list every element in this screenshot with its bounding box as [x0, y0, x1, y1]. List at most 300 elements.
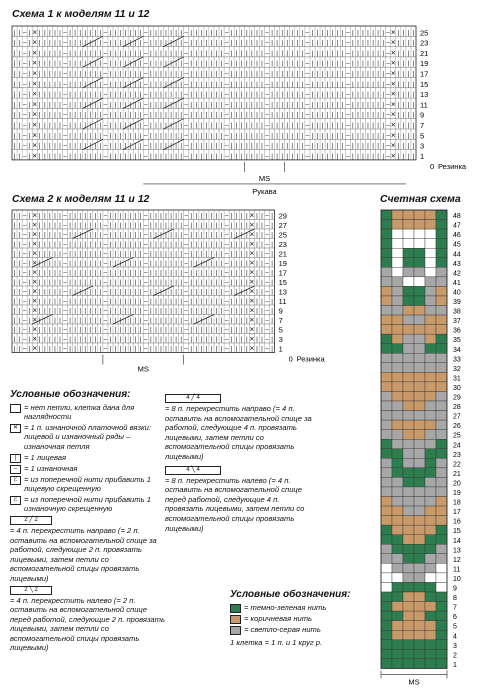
color-cell: [425, 573, 436, 583]
stitch-symbol: |: [89, 326, 92, 334]
stitch-symbol: |: [134, 132, 137, 140]
stitch-symbol: |: [170, 336, 172, 343]
stitch-symbol: |: [74, 122, 76, 129]
stitch-symbol: |: [129, 317, 132, 324]
stitch-symbol: |: [139, 70, 142, 78]
stitch-symbol: |: [205, 269, 208, 277]
stitch-symbol: |: [367, 39, 369, 47]
color-cell: [425, 554, 436, 564]
color-cell: [403, 535, 414, 545]
stitch-symbol: |: [99, 241, 102, 248]
stitch-symbol: |: [200, 307, 203, 315]
stitch-symbol: |: [357, 91, 359, 99]
color-cell: [403, 267, 414, 277]
stitch-symbol: |: [155, 231, 157, 239]
stitch-symbol: |: [84, 111, 87, 119]
stitch-symbol: |: [301, 80, 304, 88]
stitch-symbol: |: [38, 326, 41, 334]
stitch-symbol: |: [38, 101, 41, 109]
stitch-symbol: |: [114, 336, 117, 343]
stitch-symbol: –: [22, 39, 27, 47]
stitch-symbol: –: [103, 336, 108, 343]
stitch-symbol: |: [205, 132, 208, 140]
stitch-symbol: |: [256, 231, 258, 239]
stitch-symbol: |: [160, 326, 162, 334]
stitch-symbol: |: [407, 39, 410, 47]
stitch-symbol: |: [114, 212, 117, 220]
stitch-symbol: |: [59, 345, 61, 353]
stitch-symbol: |: [281, 80, 284, 88]
stitch-symbol: |: [124, 152, 127, 160]
stitch-symbol: |: [54, 91, 56, 99]
stitch-symbol: |: [13, 101, 16, 109]
stitch-symbol: |: [286, 111, 289, 119]
stitch-symbol: |: [79, 91, 82, 99]
stitch-symbol: |: [18, 288, 21, 296]
stitch-symbol: |: [28, 288, 31, 296]
stitch-symbol: |: [84, 101, 87, 109]
stitch-symbol: ✕: [390, 152, 397, 160]
stitch-symbol: –: [144, 70, 148, 78]
stitch-symbol: |: [220, 39, 223, 47]
stitch-symbol: |: [261, 307, 263, 315]
color-cell: [403, 325, 414, 335]
color-cell: [436, 239, 447, 249]
stitch-symbol: |: [210, 212, 213, 220]
stitch-symbol: |: [150, 91, 152, 99]
stitch-symbol: |: [261, 39, 263, 47]
stitch-symbol: –: [144, 317, 148, 324]
color-cell: [425, 220, 436, 230]
stitch-symbol: |: [139, 132, 142, 140]
stitch-symbol: |: [195, 222, 198, 229]
stitch-symbol: |: [210, 317, 213, 324]
stitch-symbol: |: [28, 101, 31, 109]
stitch-symbol: |: [129, 260, 132, 267]
stitch-symbol: |: [382, 132, 385, 140]
color-cell: [436, 649, 447, 659]
stitch-symbol: –: [386, 122, 391, 129]
stitch-symbol: |: [119, 60, 122, 68]
stitch-symbol: |: [215, 222, 218, 229]
stitch-symbol: |: [54, 326, 56, 334]
stitch-symbol: |: [261, 222, 263, 229]
stitch-symbol: |: [412, 101, 415, 109]
stitch-symbol: |: [49, 345, 51, 353]
color-cell: [403, 449, 414, 459]
stitch-symbol: |: [180, 101, 183, 109]
row-number: 3: [278, 335, 283, 344]
stitch-symbol: |: [235, 111, 238, 119]
stitch-symbol: –: [346, 39, 350, 47]
stitch-symbol: |: [367, 60, 369, 68]
row-number: 26: [453, 423, 461, 431]
stitch-symbol: |: [54, 101, 56, 109]
row-number: 28: [453, 404, 461, 412]
color-cell: [425, 640, 436, 650]
color-cell: [392, 544, 403, 554]
stitch-symbol: –: [305, 60, 310, 68]
stitch-symbol: |: [119, 269, 122, 277]
stitch-symbol: |: [286, 91, 289, 99]
stitch-symbol: |: [94, 60, 97, 68]
color-cell: [392, 468, 403, 478]
stitch-symbol: |: [200, 279, 203, 286]
stitch-symbol: |: [38, 49, 41, 57]
stitch-symbol: –: [305, 49, 310, 57]
stitch-symbol: |: [397, 49, 400, 57]
stitch-symbol: |: [180, 111, 183, 119]
stitch-symbol: –: [63, 70, 67, 78]
stitch-symbol: |: [79, 101, 82, 109]
stitch-symbol: |: [160, 231, 162, 239]
stitch-symbol: |: [200, 298, 203, 305]
stitch-symbol: |: [94, 326, 97, 334]
stitch-symbol: |: [230, 39, 233, 47]
stitch-symbol: |: [18, 111, 21, 119]
stitch-symbol: |: [134, 241, 137, 248]
stitch-symbol: |: [139, 345, 142, 353]
color-cell: [381, 449, 392, 459]
stitch-symbol: –: [184, 70, 189, 78]
stitch-symbol: |: [99, 298, 102, 305]
stitch-symbol: |: [230, 250, 233, 258]
color-cell: [425, 487, 436, 497]
stitch-symbol: –: [103, 29, 108, 37]
stitch-symbol: |: [200, 29, 203, 37]
stitch-symbol: –: [63, 260, 67, 267]
color-cell: [414, 449, 425, 459]
stitch-symbol: |: [89, 222, 92, 229]
stitch-symbol: |: [155, 326, 157, 334]
color-cell: [392, 506, 403, 516]
stitch-symbol: |: [190, 288, 193, 296]
stitch-symbol: |: [99, 152, 102, 160]
stitch-symbol: |: [195, 307, 198, 315]
stitch-symbol: |: [256, 307, 258, 315]
stitch-symbol: |: [230, 279, 233, 286]
color-cell: [436, 458, 447, 468]
brown-swatch-icon: [230, 615, 241, 624]
stitch-symbol: |: [49, 250, 51, 258]
stitch-symbol: |: [165, 91, 167, 99]
color-cell: [403, 401, 414, 411]
stitch-symbol: ✕: [31, 326, 38, 334]
stitch-symbol: –: [22, 279, 27, 286]
color-cell: [425, 659, 436, 669]
color-cell: [381, 277, 392, 287]
stitch-symbol: –: [224, 60, 229, 68]
color-cell: [381, 458, 392, 468]
stitch-symbol: |: [175, 60, 177, 68]
stitch-symbol: |: [160, 39, 162, 47]
color-cell: [414, 296, 425, 306]
stitch-symbol: |: [321, 29, 324, 37]
stitch-symbol: |: [99, 336, 102, 343]
stitch-symbol: |: [59, 307, 61, 315]
stitch-symbol: |: [240, 307, 243, 315]
stitch-symbol: |: [119, 288, 122, 296]
stitch-symbol: |: [155, 345, 157, 353]
stitch-symbol: |: [336, 142, 339, 150]
stitch-symbol: |: [175, 250, 177, 258]
stitch-symbol: |: [129, 29, 132, 37]
color-cell: [403, 363, 414, 373]
increase-knit-icon: ℰ: [10, 476, 21, 485]
stitch-symbol: –: [144, 91, 148, 99]
stitch-symbol: |: [397, 132, 400, 140]
stitch-symbol: –: [265, 132, 269, 140]
stitch-symbol: |: [397, 29, 400, 37]
stitch-symbol: |: [160, 80, 162, 88]
stitch-symbol: |: [220, 307, 223, 315]
row-number: 25: [420, 28, 429, 38]
color-cell: [436, 420, 447, 430]
stitch-symbol: |: [311, 111, 314, 119]
stitch-symbol: |: [235, 279, 238, 286]
stitch-symbol: |: [49, 60, 51, 68]
color-cell: [436, 592, 447, 602]
stitch-symbol: |: [129, 91, 132, 99]
stitch-symbol: –: [63, 345, 67, 353]
stitch-symbol: |: [235, 39, 238, 47]
stitch-symbol: |: [301, 101, 304, 109]
color-cell: [403, 220, 414, 230]
stitch-symbol: –: [265, 111, 269, 119]
color-cell: [392, 449, 403, 459]
color-cell: [436, 525, 447, 535]
stitch-symbol: |: [84, 212, 87, 220]
stitch-symbol: |: [43, 250, 46, 258]
stitch-symbol: |: [271, 269, 273, 277]
stitch-symbol: |: [109, 101, 112, 109]
stitch-symbol: |: [170, 317, 172, 324]
stitch-symbol: |: [200, 132, 203, 140]
color-cell: [425, 353, 436, 363]
stitch-symbol: |: [54, 250, 56, 258]
stitch-symbol: |: [402, 49, 405, 57]
stitch-symbol: |: [160, 269, 162, 277]
legend-left: [10, 390, 165, 654]
stitch-symbol: |: [240, 80, 243, 88]
color-cell: [403, 382, 414, 392]
stitch-symbol: |: [180, 70, 183, 78]
stitch-symbol: |: [311, 70, 314, 78]
stitch-symbol: |: [165, 122, 167, 129]
stitch-symbol: |: [291, 91, 294, 99]
stitch-symbol: –: [305, 91, 310, 99]
stitch-symbol: |: [119, 345, 122, 353]
stitch-symbol: |: [372, 132, 374, 140]
stitch-symbol: |: [155, 222, 157, 229]
stitch-symbol: |: [114, 298, 117, 305]
stitch-symbol: |: [190, 152, 193, 160]
stitch-symbol: |: [119, 336, 122, 343]
stitch-symbol: |: [362, 29, 364, 37]
stitch-symbol: |: [357, 49, 359, 57]
stitch-symbol: |: [54, 307, 56, 315]
stitch-symbol: |: [205, 326, 208, 334]
stitch-symbol: |: [276, 152, 278, 160]
stitch-symbol: |: [38, 70, 41, 78]
stitch-symbol: |: [286, 101, 289, 109]
stitch-symbol: |: [119, 298, 122, 305]
stitch-symbol: ✕: [31, 250, 38, 258]
stitch-symbol: |: [124, 317, 127, 324]
color-cell: [392, 210, 403, 220]
stitch-symbol: –: [224, 49, 229, 57]
stitch-symbol: |: [377, 91, 379, 99]
stitch-symbol: –: [144, 132, 148, 140]
stitch-symbol: |: [240, 345, 243, 353]
stitch-symbol: |: [175, 326, 177, 334]
stitch-symbol: |: [165, 231, 167, 239]
stitch-symbol: |: [160, 101, 162, 109]
color-cell: [381, 582, 392, 592]
stitch-symbol: –: [265, 288, 269, 296]
stitch-symbol: |: [94, 132, 97, 140]
stitch-symbol: –: [386, 152, 391, 160]
stitch-symbol: |: [170, 142, 172, 150]
stitch-symbol: |: [89, 39, 92, 47]
stitch-symbol: |: [230, 152, 233, 160]
stitch-symbol: |: [276, 91, 278, 99]
stitch-symbol: |: [296, 29, 299, 37]
stitch-symbol: |: [311, 152, 314, 160]
color-cell: [414, 477, 425, 487]
stitch-symbol: |: [94, 39, 97, 47]
stitch-symbol: |: [13, 298, 16, 305]
stitch-symbol: –: [265, 60, 269, 68]
stitch-symbol: |: [79, 317, 82, 324]
stitch-symbol: |: [326, 29, 329, 37]
stitch-symbol: |: [79, 336, 82, 343]
stitch-symbol: –: [63, 80, 67, 88]
stitch-symbol: |: [134, 212, 137, 220]
stitch-symbol: –: [224, 250, 229, 258]
stitch-symbol: |: [357, 122, 359, 129]
stitch-symbol: |: [165, 269, 167, 277]
color-cell: [425, 258, 436, 268]
stitch-symbol: –: [184, 222, 189, 229]
stitch-symbol: ✕: [31, 231, 38, 239]
color-cell: [381, 477, 392, 487]
empty-cell-icon: [10, 404, 21, 413]
stitch-symbol: |: [321, 142, 324, 150]
stitch-symbol: |: [74, 250, 76, 258]
stitch-symbol: |: [18, 70, 21, 78]
color-cell: [436, 325, 447, 335]
color-cell: [425, 286, 436, 296]
stitch-symbol: |: [124, 212, 127, 220]
stitch-symbol: |: [336, 80, 339, 88]
stitch-symbol: |: [230, 307, 233, 315]
stitch-symbol: |: [210, 222, 213, 229]
stitch-symbol: |: [175, 80, 177, 88]
stitch-symbol: |: [195, 49, 198, 57]
stitch-symbol: |: [382, 70, 385, 78]
stitch-symbol: |: [210, 70, 213, 78]
stitch-symbol: |: [402, 101, 405, 109]
stitch-symbol: |: [43, 317, 46, 324]
stitch-symbol: |: [134, 152, 137, 160]
stitch-symbol: |: [245, 269, 248, 277]
stitch-symbol: |: [271, 132, 273, 140]
stitch-symbol: |: [84, 29, 87, 37]
stitch-symbol: |: [139, 39, 142, 47]
stitch-symbol: |: [261, 29, 263, 37]
stitch-symbol: |: [59, 231, 61, 239]
color-cell: [414, 525, 425, 535]
stitch-symbol: |: [190, 317, 193, 324]
stitch-symbol: |: [296, 70, 299, 78]
cable-right-8-icon: 4 ╱ 4: [165, 394, 221, 403]
color-cell: [425, 239, 436, 249]
stitch-symbol: |: [230, 326, 233, 334]
stitch-symbol: ✕: [249, 269, 255, 277]
color-cell: [425, 430, 436, 440]
stitch-symbol: |: [326, 132, 329, 140]
stitch-symbol: –: [63, 326, 67, 334]
color-cell: [403, 372, 414, 382]
legend-purl-garter: ✕ = 1 п. изнаночной платочной вязки: лицевой и изнаночный ряды – изнаночная петля: [10, 423, 165, 452]
stitch-symbol: |: [205, 29, 208, 37]
stitch-symbol: ✕: [249, 307, 255, 315]
stitch-symbol: |: [245, 288, 248, 296]
stitch-symbol: |: [124, 269, 127, 277]
stitch-symbol: |: [139, 122, 142, 129]
stitch-symbol: |: [124, 70, 127, 78]
stitch-symbol: |: [139, 307, 142, 315]
stitch-symbol: |: [352, 80, 354, 88]
stitch-symbol: |: [402, 70, 405, 78]
stitch-symbol: |: [38, 241, 41, 248]
stitch-symbol: |: [38, 132, 41, 140]
stitch-symbol: |: [74, 241, 76, 248]
stitch-symbol: ✕: [390, 101, 397, 109]
stitch-symbol: |: [43, 101, 46, 109]
stitch-symbol: |: [43, 142, 46, 150]
stitch-symbol: |: [261, 111, 263, 119]
stitch-symbol: |: [372, 29, 374, 37]
stitch-symbol: |: [155, 142, 157, 150]
stitch-symbol: |: [13, 345, 16, 353]
stitch-symbol: |: [129, 326, 132, 334]
stitch-symbol: |: [220, 80, 223, 88]
stitch-symbol: ✕: [249, 212, 255, 220]
stitch-symbol: |: [200, 49, 203, 57]
stitch-symbol: |: [49, 122, 51, 129]
stitch-symbol: |: [362, 39, 364, 47]
stitch-symbol: |: [195, 336, 198, 343]
stitch-symbol: –: [265, 49, 269, 57]
stitch-symbol: |: [114, 60, 117, 68]
stitch-symbol: |: [160, 60, 162, 68]
color-cell: [425, 506, 436, 516]
color-cell: [425, 382, 436, 392]
stitch-symbol: |: [150, 60, 152, 68]
color-cell: [392, 592, 403, 602]
stitch-symbol: |: [256, 298, 258, 305]
stitch-symbol: –: [184, 326, 189, 334]
stitch-symbol: |: [240, 111, 243, 119]
color-cell: [403, 315, 414, 325]
stitch-symbol: |: [215, 231, 218, 239]
stitch-symbol: |: [59, 250, 61, 258]
stitch-symbol: |: [276, 39, 278, 47]
stitch-symbol: –: [144, 307, 148, 315]
stitch-symbol: |: [175, 260, 177, 267]
